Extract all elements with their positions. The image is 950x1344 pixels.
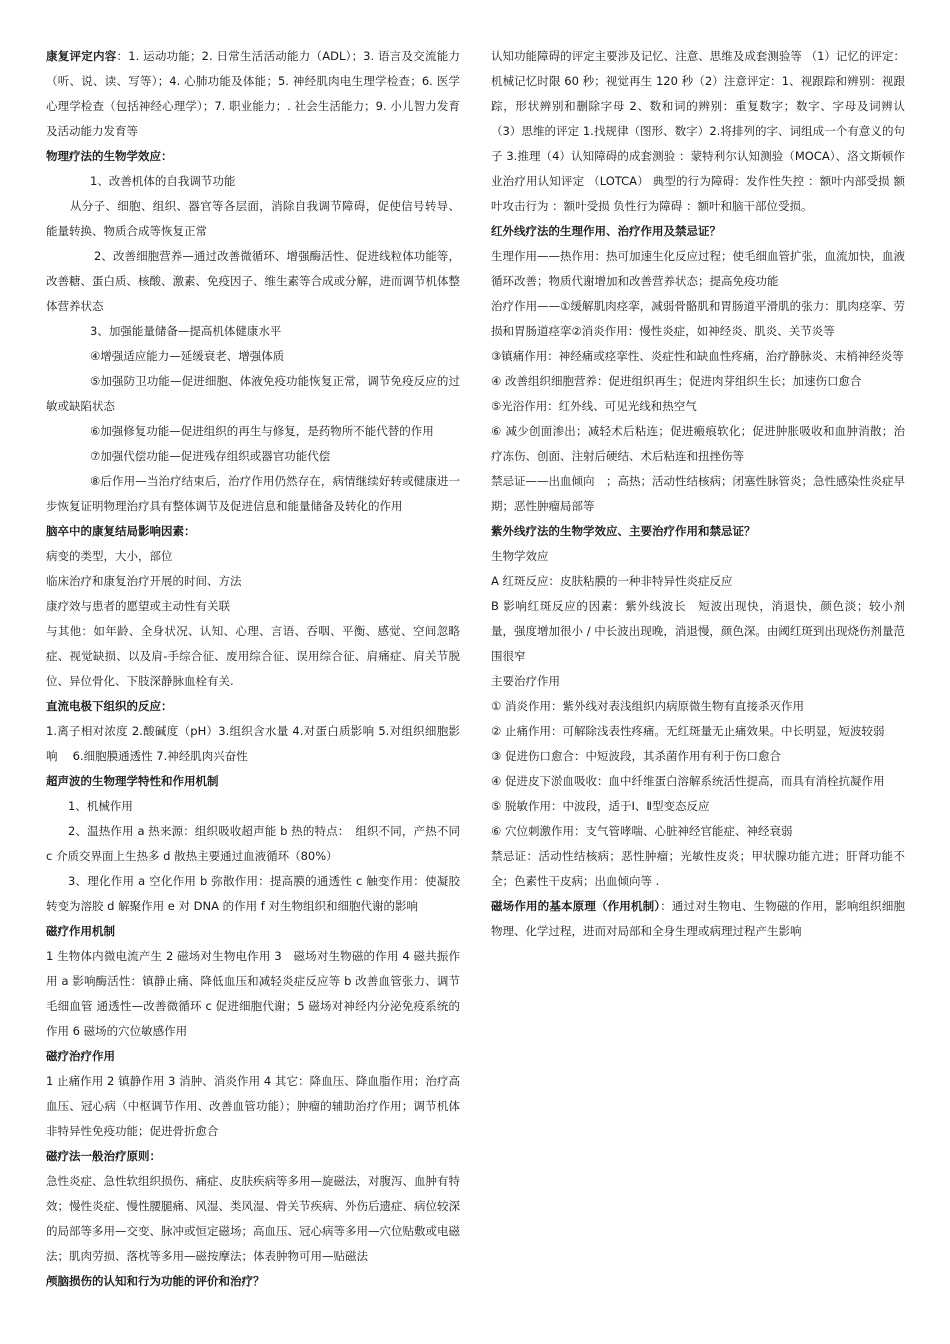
ir-tx-1: 治疗作用——①缓解肌肉痉挛，减弱骨骼肌和胃肠道平滑肌的张力：肌肉痉挛、劳损和胃肠道痉挛②消炎作用：慢性炎症，如神经炎、肌炎、关节炎等 [491, 299, 905, 338]
ir-physio: 生理作用——热作用：热可加速生化反应过程；使毛细血管扩张，血流加快，血液循环改善；物质代谢增加和改善营养状态；提高免疫功能 [491, 249, 905, 288]
assessment-paragraph [46, 44, 460, 144]
dc-heading: 直流电极下组织的反应： [46, 699, 173, 713]
ir-heading: 红外线疗法的生理作用、治疗作用及禁忌证？ [491, 224, 721, 238]
mag-basic-text: ：通过对生物电、生物磁的作用，影响组织细胞物理、化学过程，进而对局部和全身生理或病理过程产生影响 [491, 899, 906, 938]
bio-item-3: 3、加强能量储备—提高机体健康水平 [90, 324, 282, 338]
stroke-item-2: 临床治疗和康复治疗开展的时间、方法 [46, 574, 242, 588]
us-item-2: 2、温热作用 a 热来源：组织吸收超声能 b 热的特点： 组织不同，产热不同 c 介质交界面上生热多 d 散热主要通过血液循环（80%） [46, 824, 460, 863]
us-item-1: 1、机械作用 [68, 799, 133, 813]
uv-a: A 红斑反应：皮肤粘膜的一种非特异性炎症反应 [491, 574, 733, 588]
tbi-heading: 颅脑损伤的认知和行为功能的评价和治疗？ [46, 1274, 265, 1288]
stroke-item-1: 病变的类型，大小，部位 [46, 549, 173, 563]
uv-1: ① 消炎作用：紫外线对表浅组织内病原微生物有直接杀灭作用 [491, 699, 804, 713]
mag-mech-text: 1 生物体内微电流产生 2 磁场对生物电作用 3 磁场对生物磁的作用 4 磁共振作用 a 影响酶活性：镇静止痛、降低血压和减轻炎症反应等 b 改善血管张力、调节毛细血管 通透性—改善微循环 c 促进细胞代谢；5 磁场对神经内分泌免疫系统的作用 6 磁场的穴位敏感作用 [46, 949, 460, 1038]
ir-tx-5: ⑤光浴作用：红外线、可见光线和热空气 [491, 399, 697, 413]
mag-rule-heading: 磁疗法一般治疗原则： [46, 1149, 161, 1163]
mag-mech-heading: 磁疗作用机制 [46, 924, 115, 938]
uv-heading: 紫外线疗法的生物学效应、主要治疗作用和禁忌证？ [491, 524, 756, 538]
bio-item-6: ⑥加强修复功能—促进组织的再生与修复，是药物所不能代替的作用 [90, 424, 434, 438]
us-item-3: 3、理化作用 a 空化作用 b 弥散作用：提高膜的通透性 c 触变作用：使凝胶转变为溶胶 d 解聚作用 e 对 DNA 的作用 f 对生物组织和细胞代谢的影响 [46, 874, 460, 913]
bio-item-7: ⑦加强代偿功能—促进残存组织或器官功能代偿 [90, 449, 331, 463]
uv-2: ② 止痛作用：可解除浅表性疼痛。无红斑量无止痛效果。中长明显，短波较弱 [491, 724, 885, 738]
mag-tx-heading: 磁疗治疗作用 [46, 1049, 115, 1063]
uv-main: 主要治疗作用 [491, 674, 560, 688]
bio-item-8: ⑧后作用—当治疗结束后，治疗作用仍然存在，病情继续好转或健康进一步恢复证明物理治疗具有整体调节及促进信息和能量储备及转化的作用 [46, 474, 460, 513]
mag-basic-paragraph [491, 894, 905, 944]
mag-rule-text: 急性炎症、急性软组织损伤、痛症、皮肤疾病等多用—旋磁法，对腹泻、血肿有特效；慢性炎症、慢性腰腿痛、风湿、类风湿、骨关节疾病、外伤后遗症、病位较深的局部等多用—交变、脉冲或恒定磁场；高血压、冠心病等多用—穴位贴敷或电磁法；肌肉劳损、落枕等多用—磁按摩法；体表肿物可用—贴磁法 [46, 1174, 460, 1263]
left-column [46, 44, 460, 1294]
uv-4: ④ 促进皮下淤血吸收：血中纤维蛋白溶解系统活性提高，而具有消栓抗凝作用 [491, 774, 885, 788]
uv-contra: 禁忌证：活动性结核病；恶性肿瘤；光敏性皮炎；甲状腺功能亢进；肝肾功能不全；色素性干皮病；出血倾向等 . [491, 849, 905, 888]
bio-item-1: 1、改善机体的自我调节功能 [90, 174, 236, 188]
uv-bio: 生物学效应 [491, 549, 549, 563]
bio-item-5: ⑤加强防卫功能—促进细胞、体液免疫功能恢复正常，调节免疫反应的过敏或缺陷状态 [46, 374, 460, 413]
stroke-item-3: 康疗效与患者的愿望或主动性有关联 [46, 599, 230, 613]
uv-3: ③ 促进伤口愈合：中短波段，其杀菌作用有利于伤口愈合 [491, 749, 781, 763]
uv-6: ⑥ 穴位刺激作用：支气管哮喘、心脏神经官能症、神经衰弱 [491, 824, 793, 838]
bio-heading: 物理疗法的生物学效应： [46, 149, 173, 163]
bio-item-4: ④增强适应能力—延缓衰老、增强体质 [90, 349, 285, 363]
uv-5: ⑤ 脱敏作用：中波段，适于Ⅰ、Ⅱ型变态反应 [491, 799, 710, 813]
ir-contra: 禁忌证——出血倾向 ；高热；活动性结核病；闭塞性脉管炎；急性感染性炎症早期；恶性肿瘤局部等 [491, 474, 905, 513]
assessment-heading: 康复评定内容 [46, 49, 117, 63]
assessment-text: ：1. 运动功能；2. 日常生活活动能力（ADL）；3. 语言及交流能力（听、说、读、写等）；4. 心肺功能及体能；5. 神经肌肉电生理学检查；6. 医学心理学检查（包括神经心理学）；7. 职业能力；. 社会生活能力；9. 小儿智力发育及活动能力发育等 [46, 49, 460, 138]
us-heading: 超声波的生物理学特性和作用机制 [46, 774, 219, 788]
right-column [491, 44, 905, 944]
dc-text: 1.离子相对浓度 2.酸碱度（pH）3.组织含水量 4.对蛋白质影响 5.对组织细胞影响 6.细胞膜通透性 7.神经肌肉兴奋性 [46, 724, 460, 763]
bio-item-2: 2、改善细胞营养—通过改善微循环、增强酶活性、促进线粒体功能等，改善糖、蛋白质、核酸、激素、免疫因子、维生素等合成或分解，进而调节机体整体营养状态 [46, 249, 460, 313]
mag-tx-text: 1 止痛作用 2 镇静作用 3 消肿、消炎作用 4 其它：降血压、降血脂作用；治疗高血压、冠心病（中枢调节作用、改善血管功能）；肿瘤的辅助治疗作用；调节机体非特异性免疫功能；促进骨折愈合 [46, 1074, 460, 1138]
ir-tx-6: ⑥ 减少创面渗出；减轻术后粘连；促进瘢痕软化；促进肿胀吸收和血肿消散；治疗冻伤、创面、注射后硬结、术后粘连和扭挫伤等 [491, 424, 905, 463]
stroke-item-4: 与其他：如年龄、全身状况、认知、心理、言语、吞咽、平衡、感觉、空间忽略症、视觉缺损、以及肩-手综合征、废用综合征、误用综合征、肩痛症、肩关节脱位、异位骨化、下肢深静脉血栓有关. [46, 624, 460, 688]
ir-tx-3: ③镇痛作用：神经痛或痉挛性、炎症性和缺血性疼痛，治疗静脉炎、末梢神经炎等 [491, 349, 904, 363]
uv-b: B 影响红斑反应的因素：紫外线波长 短波出现快，消退快，颜色淡；较小剂量，强度增加很小 / 中长波出现晚，消退慢，颜色深。由阈红斑到出现烧伤剂量范围很窄 [491, 599, 905, 663]
stroke-heading: 脑卒中的康复结局影响因素： [46, 524, 196, 538]
ir-tx-4: ④ 改善组织细胞营养：促进组织再生；促进肉芽组织生长；加速伤口愈合 [491, 374, 862, 388]
bio-item-1-detail: 从分子、细胞、组织、器官等各层面，消除自我调节障碍，促使信号转导、能量转换、物质合成等恢复正常 [46, 199, 460, 238]
mag-basic-heading: 磁场作用的基本原理（作用机制） [491, 899, 661, 913]
cog-text: 认知功能障碍的评定主要涉及记忆、注意、思维及成套测验等 （1）记忆的评定：机械记忆时限 60 秒；视觉再生 120 秒（2）注意评定：1、视跟踪和辨别：视跟踪，形状辨别和删除字母 2、数和词的辨别：重复数字；数字、字母及词辨认（3）思维的评定 1.找规律（图形、数字）2.将排列的字、词组成一个有意义的句子 3.推理（4）认知障碍的成套测验 ：蒙特利尔认知测验（MOCA）、洛文斯顿作业治疗用认知评定 （LOTCA） 典型的行为障碍：发作性失控 ：额叶内部受损 额叶攻击行为 ：额叶受损 负性行为障碍 ：额叶和脑干部位受损。 [491, 49, 905, 213]
